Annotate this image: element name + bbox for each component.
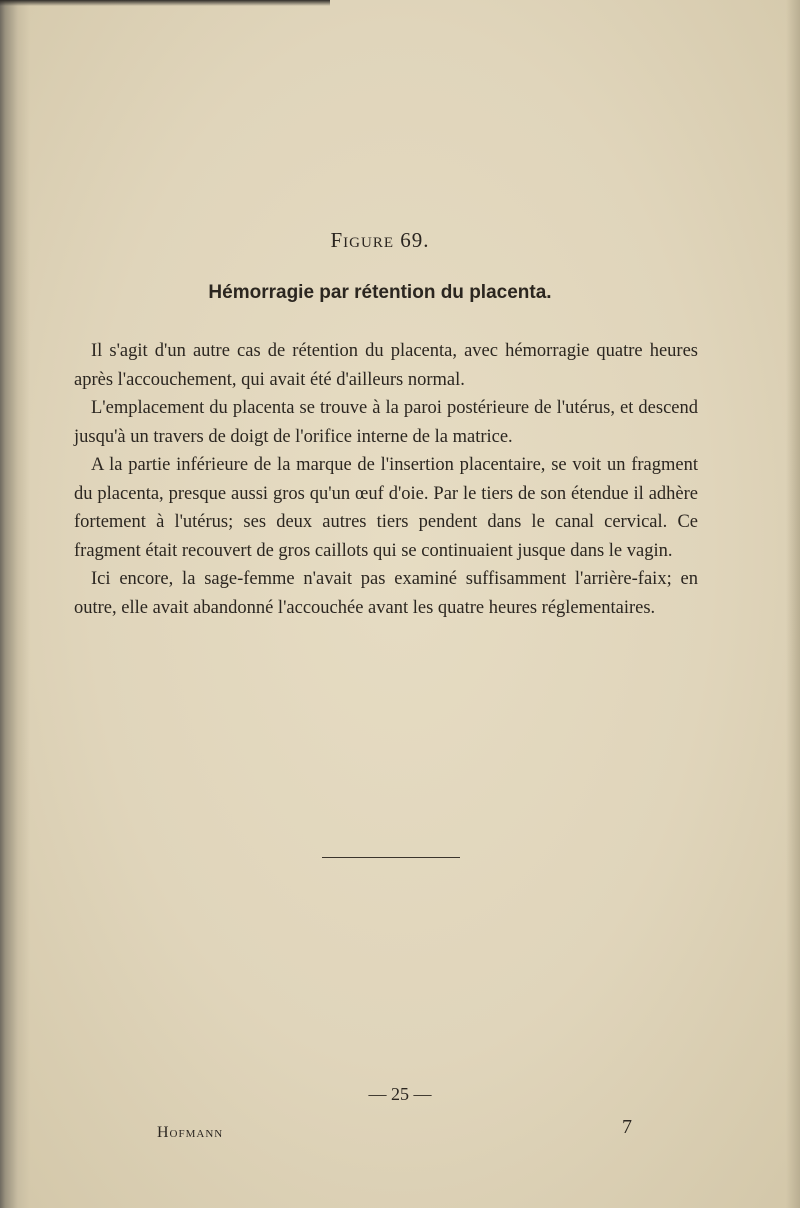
page-right-edge	[786, 0, 800, 1208]
section-divider	[322, 857, 460, 858]
paragraph: A la partie inférieure de la marque de l'insertion placentaire, se voit un fragment du placenta, presque aussi gros qu'un œuf d'oie. Par le tiers de son étendue il adhère fortement à l'utérus; ses deux autres tiers pendent dans le canal cervical. Ce fragment était recouvert de gros caillots qui se continuaient jusque dans le vagin.	[74, 455, 698, 561]
paragraph: Ici encore, la sage-femme n'avait pas examiné suffisamment l'arrière-faix; en outre, elle avait abandonné l'accouchée avant les quatre heures réglementaires.	[74, 569, 698, 618]
paragraph: L'emplacement du placenta se trouve à la paroi postérieure de l'utérus, et descend jusqu'à un travers de doigt de l'orifice interne de la matrice.	[74, 398, 698, 447]
figure-label: Figure 69.	[330, 228, 430, 252]
figure-title: Hémorragie par rétention du placenta.	[208, 282, 552, 303]
page-number: — 25 —	[368, 1084, 432, 1104]
page-top-shadow	[0, 0, 330, 6]
body-text	[74, 337, 698, 622]
sheet-signature-mark: 7	[622, 1116, 632, 1138]
page-binding-shadow	[0, 0, 30, 1208]
author-signature-line: Hofmann	[157, 1124, 224, 1141]
paragraph: Il s'agit d'un autre cas de rétention du placenta, avec hémorragie quatre heures après l'accouchement, qui avait été d'ailleurs normal.	[74, 341, 698, 390]
